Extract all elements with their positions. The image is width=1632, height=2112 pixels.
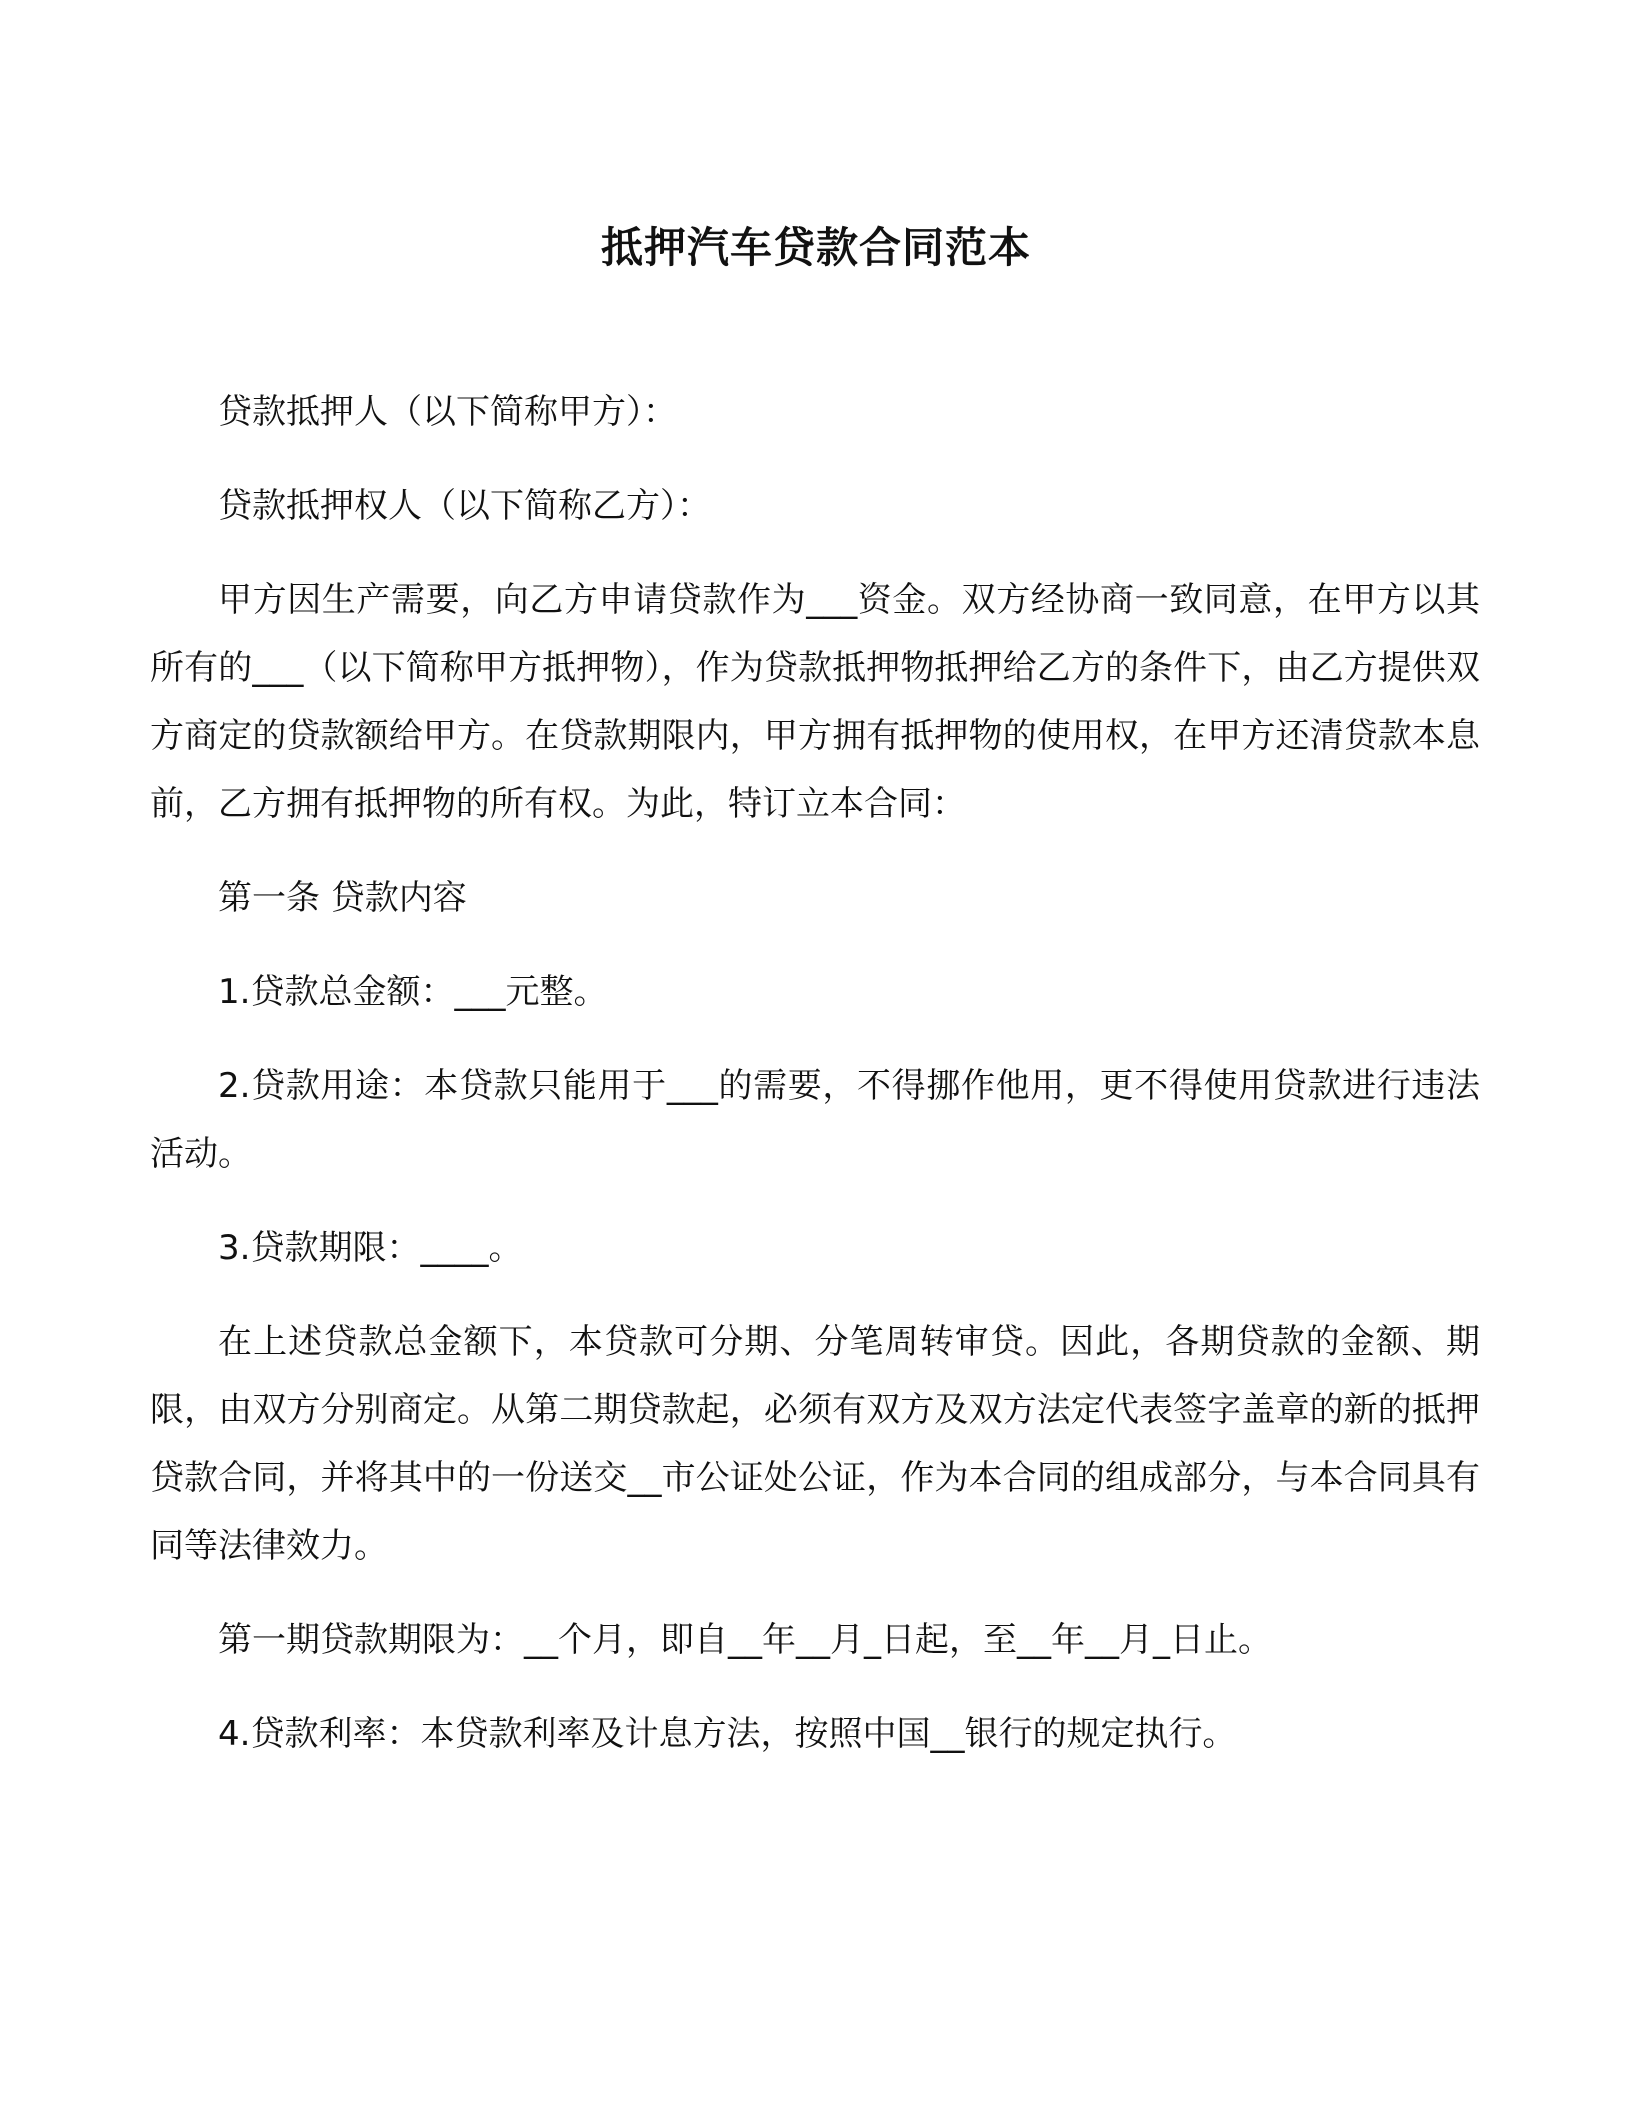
document-body — [150, 378, 1480, 1794]
loan-term-clause: 3.贷款期限：____。 — [218, 1228, 523, 1268]
party-b-line: 贷款抵押权人（以下简称乙方）： — [218, 486, 711, 526]
interest-rate-clause: 4.贷款利率：本贷款利率及计息方法，按照中国__银行的规定执行。 — [218, 1714, 1237, 1754]
first-period-term: 第一期贷款期限为：__个月，即自__年__月_日起，至__年__月_日止。 — [218, 1620, 1272, 1660]
document-title: 抵押汽车贷款合同范本 — [600, 223, 1031, 272]
loan-purpose-clause: 2.贷款用途：本贷款只能用于___的需要，不得挪作他用，更不得使用贷款进行违法活动。 — [150, 1066, 1480, 1174]
loan-amount-clause: 1.贷款总金额：___元整。 — [218, 972, 608, 1012]
article-1-heading: 第一条 贷款内容 — [218, 878, 467, 918]
installment-paragraph: 在上述贷款总金额下，本贷款可分期、分笔周转审贷。因此，各期贷款的金额、期限，由双方分别商定。从第二期贷款起，必须有双方及双方法定代表签字盖章的新的抵押贷款合同，并将其中的一份送交__市公证处公证，作为本合同的组成部分，与本合同具有同等法律效力。 — [150, 1322, 1480, 1566]
party-a-line: 贷款抵押人（以下简称甲方）： — [218, 392, 677, 432]
preamble-paragraph: 甲方因生产需要，向乙方申请贷款作为___资金。双方经协商一致同意，在甲方以其所有的___（以下简称甲方抵押物），作为贷款抵押物抵押给乙方的条件下，由乙方提供双方商定的贷款额给甲方。在贷款期限内，甲方拥有抵押物的使用权，在甲方还清贷款本息前，乙方拥有抵押物的所有权。为此，特订立本合同： — [150, 580, 1480, 824]
